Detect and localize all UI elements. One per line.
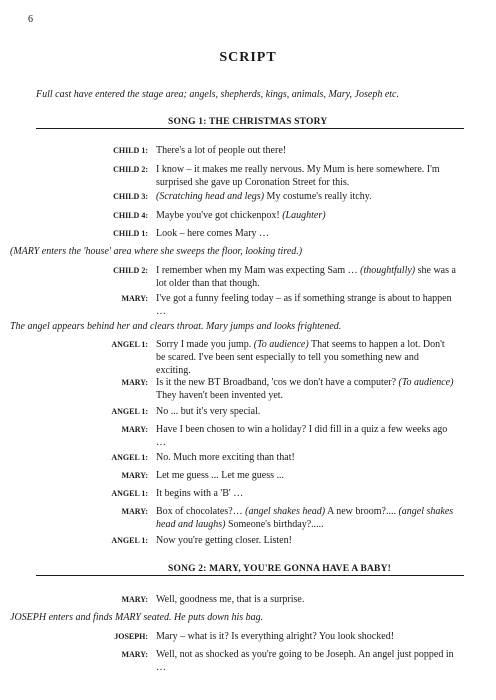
speaker-name: CHILD 1:	[113, 146, 148, 155]
speaker-name: ANGEL 1:	[111, 407, 148, 416]
speaker-name: CHILD 3:	[113, 192, 148, 201]
dialogue-text: It begins with a 'B' …	[156, 488, 244, 499]
dialogue-text: There's a lot of people out there!	[156, 145, 287, 156]
speaker-name: ANGEL 1:	[111, 536, 148, 545]
page-title: SCRIPT	[219, 50, 277, 65]
dialogue-text: Now you're getting closer. Listen!	[156, 535, 292, 546]
dialogue-text: I know – it makes me really nervous. My Mum is here somewhere. I'm surprised she gave up Coronation Street for this.	[156, 164, 440, 188]
speaker-name: MARY:	[121, 378, 148, 387]
speaker-name: ANGEL 1:	[111, 340, 148, 349]
stage-direction-opening: Full cast have entered the stage area; angels, shepherds, kings, animals, Mary, Joseph etc.	[36, 89, 399, 100]
page-number: 6	[28, 14, 33, 25]
speaker-name: ANGEL 1:	[111, 453, 148, 462]
song-heading-1	[36, 115, 464, 129]
dialogue-text: Let me guess ... Let me guess ...	[156, 470, 285, 481]
dialogue-text: Well, not as shocked as you're going to be Joseph. An angel just popped in …	[156, 649, 454, 673]
speaker-name: MARY:	[121, 471, 148, 480]
dialogue-text: Look – here comes Mary …	[156, 228, 270, 239]
song-title: SONG 2: MARY, YOU'RE GONNA HAVE A BABY!	[168, 564, 392, 574]
stage-direction-mary-enters: (MARY enters the 'house' area where she sweeps the floor, looking tired.)	[10, 246, 303, 257]
speaker-name: MARY:	[121, 425, 148, 434]
speaker-name: MARY:	[121, 507, 148, 516]
dialogue-text: Sorry I made you jump. (To audience) That seems to happen a lot. Don't be scared. I've been sent especially to tell you something new and exciting.	[156, 339, 445, 376]
song-underline	[36, 128, 464, 129]
song-heading-2	[36, 562, 464, 576]
speaker-name: CHILD 2:	[113, 266, 148, 275]
stage-direction-joseph-enters: JOSEPH enters and finds MARY seated. He puts down his bag.	[10, 612, 264, 623]
speaker-name: JOSEPH:	[114, 632, 148, 641]
dialogue-text: Mary – what is it? Is everything alright? You look shocked!	[156, 631, 395, 642]
dialogue-text: No. Much more exciting than that!	[156, 452, 295, 463]
speaker-name: MARY:	[121, 595, 148, 604]
speaker-name: CHILD 2:	[113, 165, 148, 174]
dialogue-text: No ... but it's very special.	[156, 406, 261, 417]
stage-direction-angel-appears: The angel appears behind her and clears throat. Mary jumps and looks frightened.	[10, 321, 342, 332]
song-title: SONG 1: THE CHRISTMAS STORY	[168, 117, 328, 127]
dialogue-text: Is it the new BT Broadband, 'cos we don't have a computer? (To audience) They haven't been invented yet.	[156, 377, 454, 401]
speaker-name: CHILD 4:	[113, 211, 148, 220]
dialogue-text: Box of chocolates?… (angel shakes head) A new broom?.... (angel shakes head and laughs) Someone's birthday?.....	[156, 506, 454, 530]
speaker-name: MARY:	[121, 650, 148, 659]
dialogue-text: Have I been chosen to win a holiday? I did fill in a quiz a few weeks ago …	[156, 424, 448, 448]
dialogue-text: I remember when my Mam was expecting Sam … (thoughtfully) she was a lot older than that though.	[156, 265, 456, 289]
speaker-name: CHILD 1:	[113, 229, 148, 238]
dialogue-text: (Scratching head and legs) My costume's really itchy.	[156, 191, 372, 202]
dialogue-text: I've got a funny feeling today – as if something strange is about to happen …	[156, 293, 452, 317]
song-underline	[36, 575, 464, 576]
dialogue-text: Maybe you've got chickenpox! (Laughter)	[156, 210, 326, 221]
dialogue-text: Well, goodness me, that is a surprise.	[156, 594, 305, 605]
speaker-name: ANGEL 1:	[111, 489, 148, 498]
speaker-name: MARY:	[121, 294, 148, 303]
